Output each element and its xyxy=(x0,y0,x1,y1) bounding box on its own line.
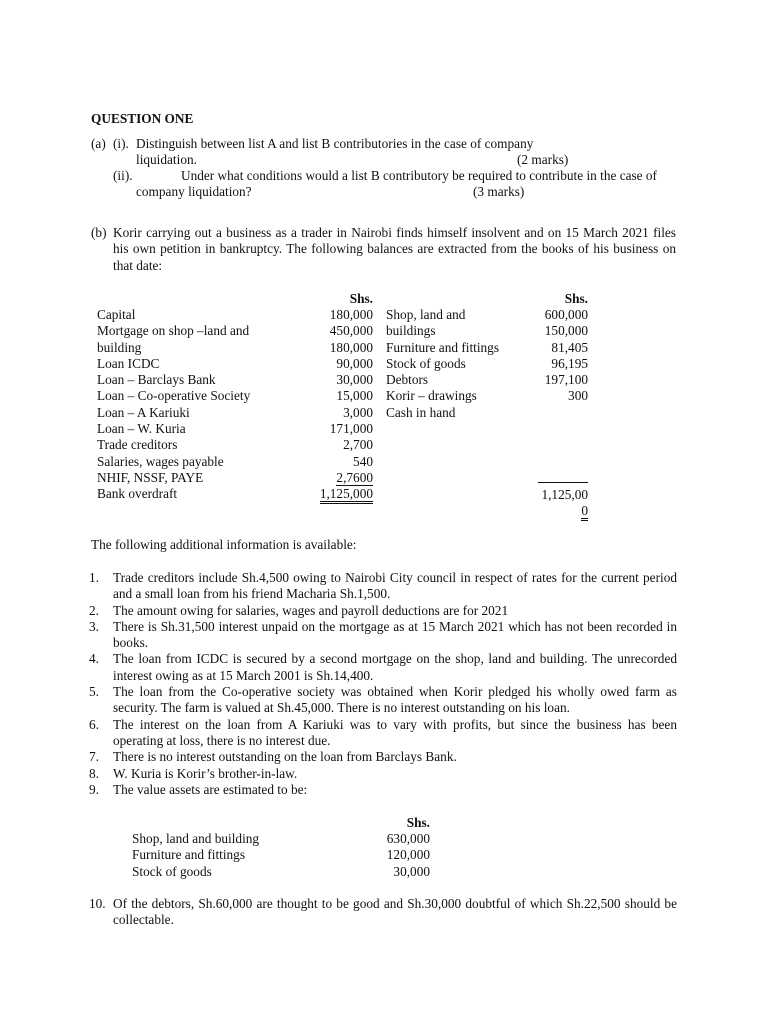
liability-value: 3,000 xyxy=(343,404,373,420)
liability-label: Loan – W. Kuria xyxy=(97,421,186,437)
valuation-value: 630,000 xyxy=(386,831,430,846)
additional-info-intro: The following additional information is available: xyxy=(91,537,357,552)
asset-value: 300 xyxy=(568,388,588,404)
valuation-label: Furniture and fittings xyxy=(132,847,246,863)
liability-label: Bank overdraft xyxy=(97,486,178,502)
liability-label: Salaries, wages payable xyxy=(97,453,224,469)
part-a-ii-text-cont: company liquidation? xyxy=(136,184,252,199)
list-item-text: The interest on the loan from A Kariuki was to vary with profits, but since the business has been operating at loss, there is no interest due. xyxy=(113,716,677,748)
valuation-label: Stock of goods xyxy=(132,863,212,879)
list-item-number: 6. xyxy=(89,716,99,732)
assets-total: 1,125,00 xyxy=(541,487,588,502)
asset-label: Shop, land and xyxy=(386,307,466,322)
liability-value: 171,000 xyxy=(329,421,373,437)
assets-labels xyxy=(386,307,499,421)
assets-values xyxy=(510,307,588,405)
asset-label: Korir – drawings xyxy=(386,388,477,404)
list-item xyxy=(89,717,677,750)
list-item-number: 9. xyxy=(89,781,99,797)
liability-label: Loan – A Kariuki xyxy=(97,404,190,420)
asset-value: 96,195 xyxy=(551,355,588,371)
assets-total-cont: 0 xyxy=(510,503,588,519)
asset-value: 600,000 xyxy=(544,307,588,322)
valuation-currency-header: Shs. xyxy=(406,815,430,830)
part-b-intro: Korir carrying out a business as a trader in Nairobi finds himself insolvent and on 15 March 2021 files his own petition in bankruptcy. The following balances are extracted from the books of his business on that date: xyxy=(113,225,676,273)
list-item-number: 1. xyxy=(89,570,99,585)
part-a-ii-number: (ii). xyxy=(113,168,133,183)
asset-value: 81,405 xyxy=(551,339,588,355)
liability-label: Loan ICDC xyxy=(97,355,160,371)
part-a-i-marks: (2 marks) xyxy=(517,152,569,167)
list-item xyxy=(89,603,677,619)
list-item xyxy=(89,766,677,782)
list-item-number: 8. xyxy=(89,765,99,781)
liability-label: Mortgage on shop –land and xyxy=(97,323,250,339)
list-item xyxy=(89,651,677,684)
asset-value: 197,100 xyxy=(544,372,588,388)
valuation-value: 30,000 xyxy=(393,863,430,879)
part-b-label: (b) xyxy=(91,225,107,240)
asset-label: Cash in hand xyxy=(386,404,456,420)
part-a-i-text-cont: liquidation. xyxy=(136,152,197,167)
asset-label: Stock of goods xyxy=(386,355,466,371)
liability-value: 180,000 xyxy=(329,307,373,322)
asset-label: Furniture and fittings xyxy=(386,339,500,355)
part-a-ii-marks: (3 marks) xyxy=(473,184,525,199)
valuation-value: 120,000 xyxy=(386,847,430,863)
list-item-text: The amount owing for salaries, wages and payroll deductions are for 2021 xyxy=(113,602,509,618)
liability-label: Loan – Co-operative Society xyxy=(97,388,251,404)
list-item xyxy=(89,684,677,717)
list-item-number: 10. xyxy=(89,896,106,911)
list-item-text: Of the debtors, Sh.60,000 are thought to be good and Sh.30,000 doubtful of which Sh.22,500 should be collectable. xyxy=(113,896,677,928)
list-item-number: 3. xyxy=(89,618,99,634)
liability-label: Loan – Barclays Bank xyxy=(97,372,216,388)
liability-label: NHIF, NSSF, PAYE xyxy=(97,469,204,485)
valuation-label: Shop, land and building xyxy=(132,831,260,846)
list-item xyxy=(89,749,677,765)
liability-total: 1,125,000 xyxy=(300,486,373,502)
list-item-text: The value assets are estimated to be: xyxy=(113,781,308,797)
part-a-label: (a) xyxy=(91,136,106,151)
liability-value: 30,000 xyxy=(336,372,373,388)
list-item-text: The loan from the Co-operative society was obtained when Korir pledged his wholly owed farm as security. The farm is valued at Sh.45,000. There is no interest outstanding on his loan. xyxy=(113,684,677,716)
list-item-text: The loan from ICDC is secured by a second mortgage on the shop, land and building. The unrecorded interest owing as at 15 March 2001 is Sh.14,400. xyxy=(113,651,677,683)
part-a-i-number: (i). xyxy=(113,136,129,151)
list-item xyxy=(89,570,677,603)
list-item-number: 7. xyxy=(89,749,99,765)
valuation-values xyxy=(360,831,430,880)
list-item-text: There is no interest outstanding on the loan from Barclays Bank. xyxy=(113,749,457,765)
asset-label: Debtors xyxy=(386,372,429,388)
notes-list xyxy=(89,570,677,798)
liabilities-values xyxy=(300,307,373,503)
liability-value: 2,7600 xyxy=(336,469,373,485)
asset-value: 150,000 xyxy=(544,323,588,339)
list-item-text: Trade creditors include Sh.4,500 owing to Nairobi City council in respect of rates for the current period and a small loan from his friend Macharia Sh.1,500. xyxy=(113,570,677,602)
list-item-text: W. Kuria is Korir’s brother-in-law. xyxy=(113,765,298,781)
liability-value: 180,000 xyxy=(329,339,373,355)
list-item-number: 5. xyxy=(89,684,99,700)
list-item xyxy=(89,782,677,798)
list-item-text: There is Sh.31,500 interest unpaid on the mortgage as at 15 March 2021 which has not been recorded in books. xyxy=(113,618,677,651)
list-item-number: 4. xyxy=(89,651,99,667)
list-item xyxy=(89,619,677,652)
valuation-labels xyxy=(132,831,259,880)
liability-label: Trade creditors xyxy=(97,437,178,453)
liability-value: 540 xyxy=(353,453,373,469)
left-currency-header: Shs. xyxy=(349,291,373,306)
list-item xyxy=(89,896,677,929)
asset-label: buildings xyxy=(386,323,436,339)
liability-label: building xyxy=(97,339,142,355)
liability-value: 2,700 xyxy=(343,437,373,453)
liability-value: 15,000 xyxy=(336,388,373,404)
liability-label: Capital xyxy=(97,307,136,322)
assets-total-rule xyxy=(538,482,588,483)
part-a-ii-text: Under what conditions would a list B contributory be required to contribute in the case of xyxy=(181,168,657,183)
right-currency-header: Shs. xyxy=(564,291,588,306)
liability-value: 450,000 xyxy=(329,323,373,339)
question-heading: QUESTION ONE xyxy=(91,111,194,126)
liabilities-labels xyxy=(97,307,250,503)
part-a-i-text: Distinguish between list A and list B contributories in the case of company xyxy=(136,136,534,151)
liability-value: 90,000 xyxy=(336,355,373,371)
list-item-number: 2. xyxy=(89,602,99,618)
